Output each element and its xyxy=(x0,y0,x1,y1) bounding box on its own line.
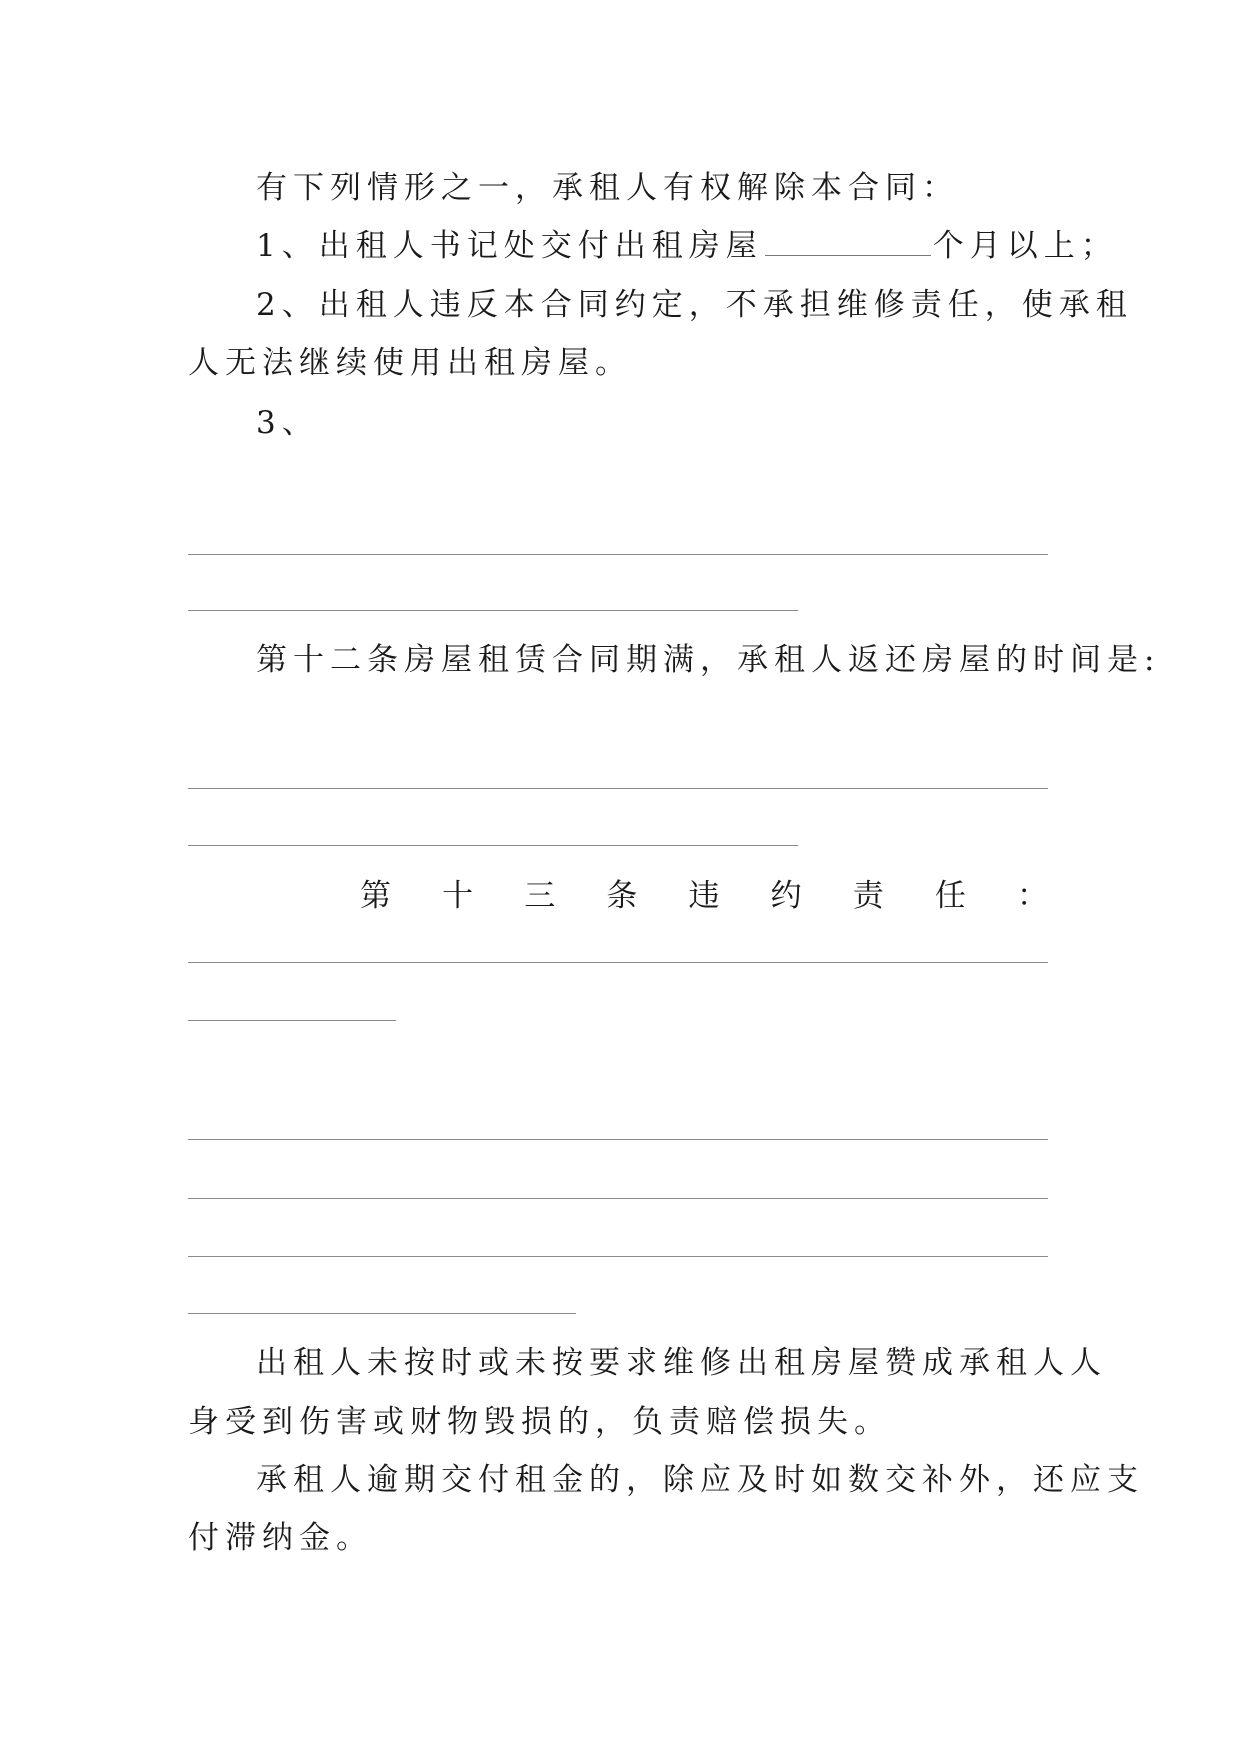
blank-line[interactable] xyxy=(188,788,1048,789)
heading-char: 违 xyxy=(688,878,720,914)
item-1 xyxy=(256,226,1118,266)
article-12-heading: 第十二条房屋租赁合同期满，承租人返还房屋的时间是: xyxy=(256,642,1161,678)
fill-in-blank[interactable] xyxy=(765,227,931,256)
item-2-line-1: 2、出租人违反本合同约定，不承担维修责任，使承租 xyxy=(256,287,1133,323)
intro-text: 有下列情形之一，承租人有权解除本合同： xyxy=(256,170,959,206)
blank-line[interactable] xyxy=(188,962,1048,963)
item-1-text-before: 1、出租人书记处交付出租房屋 xyxy=(256,228,763,264)
heading-char: 条 xyxy=(606,878,638,914)
blank-line[interactable] xyxy=(188,1313,576,1314)
blank-line[interactable] xyxy=(188,1256,1048,1257)
blank-line[interactable] xyxy=(188,1198,1048,1199)
paragraph-1-line-2: 身受到伤害或财物毁损的，负责赔偿损失。 xyxy=(188,1404,891,1440)
blank-line[interactable] xyxy=(188,1139,1048,1140)
article-13-heading xyxy=(188,876,1048,916)
blank-line[interactable] xyxy=(188,1020,396,1021)
blank-line[interactable] xyxy=(188,610,798,611)
heading-char: 任 xyxy=(934,878,966,914)
heading-char: 约 xyxy=(770,878,802,914)
heading-char: ： xyxy=(1017,878,1048,914)
paragraph-2-line-2: 付滞纳金。 xyxy=(188,1520,373,1556)
heading-char: 责 xyxy=(852,878,884,914)
blank-line[interactable] xyxy=(188,845,798,846)
item-1-text-after: 个月以上； xyxy=(932,228,1118,264)
item-3: 3、 xyxy=(256,405,319,441)
paragraph-1-line-1: 出租人未按时或未按要求维修出租房屋赞成承租人人 xyxy=(256,1345,1107,1381)
blank-line[interactable] xyxy=(188,554,1048,555)
item-2-line-2: 人无法继续使用出租房屋。 xyxy=(188,345,632,381)
heading-char: 十 xyxy=(442,878,474,914)
heading-char: 第 xyxy=(360,878,391,914)
paragraph-2-line-1: 承租人逾期交付租金的，除应及时如数交补外，还应支 xyxy=(256,1462,1144,1498)
heading-char: 三 xyxy=(524,878,556,914)
